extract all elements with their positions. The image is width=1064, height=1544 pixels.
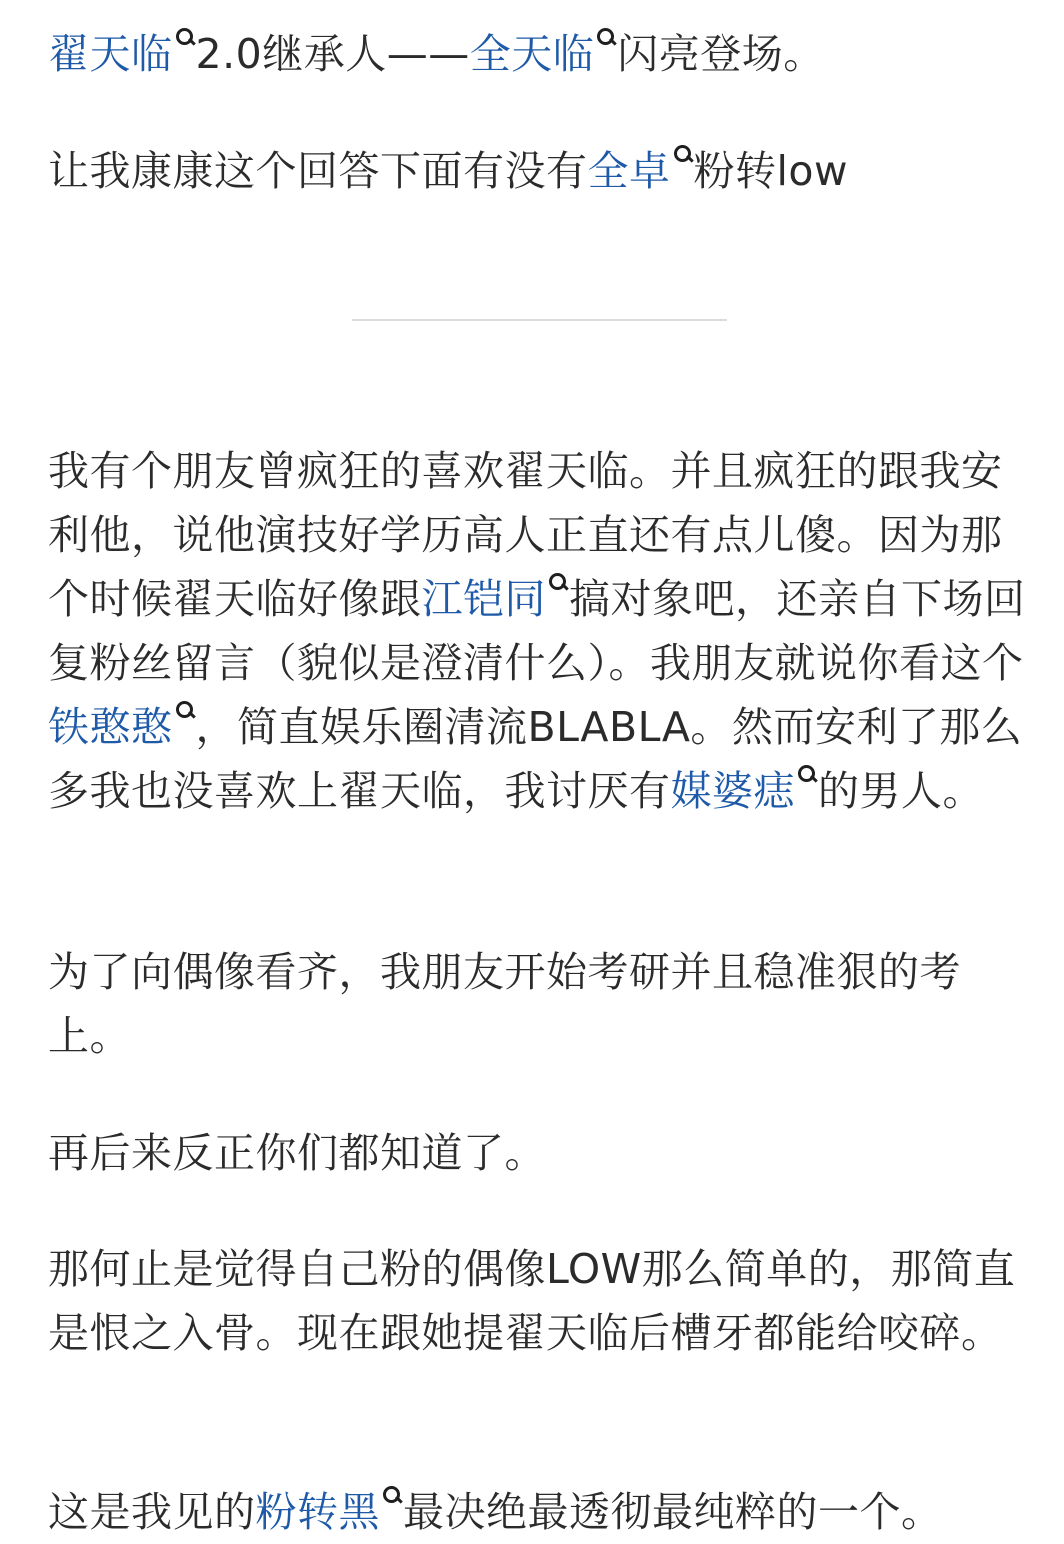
search-icon[interactable]	[381, 1484, 403, 1514]
keyword-link-zhaitianlin[interactable]: 翟天临	[48, 30, 173, 78]
paragraph-text: 那何止是觉得自己粉的偶像LOW那么简单的，那简直是恨之入骨。现在跟她提翟天临后槽牙都能给咬碎。	[48, 1245, 1016, 1357]
paragraph-text: 这是我见的	[48, 1488, 256, 1536]
search-icon[interactable]	[796, 763, 818, 793]
section-divider	[352, 319, 727, 321]
paragraph-5	[48, 1121, 1033, 1185]
paragraph-text: 搞对象吧，还亲自下场回复粉丝留言（貌似是澄清什么）。我朋友就说你看这个	[48, 575, 1026, 687]
paragraph-text: 让我康康这个回答下面有没有	[48, 147, 588, 195]
search-icon[interactable]	[672, 143, 694, 173]
paragraph-4	[48, 940, 1033, 1068]
paragraph-2	[48, 139, 1038, 203]
keyword-link-quantianlin[interactable]: 全天临	[469, 30, 595, 78]
paragraph-text: 2.0继承人——	[195, 30, 470, 78]
search-icon[interactable]	[174, 26, 196, 56]
paragraph-text: ，简直娱乐圈清流BLABLA。然而安利了那么多我也没喜欢上翟天临，我讨厌有	[48, 703, 1023, 815]
paragraph-text: 我有个朋友曾疯狂的喜欢翟天临。并且疯狂的跟我安利他，说他演技好学历高人正直还有点儿傻。因为那个时候翟天临好像跟	[48, 447, 1003, 623]
paragraph-text: 最决绝最透彻最纯粹的一个。	[403, 1488, 943, 1536]
paragraph-3	[48, 439, 1033, 823]
keyword-link-tiehanhan[interactable]: 铁憨憨	[48, 703, 173, 751]
paragraph-7	[48, 1480, 1038, 1544]
paragraph-text: 为了向偶像看齐，我朋友开始考研并且稳准狠的考上。	[48, 948, 961, 1060]
keyword-link-fenzhuanhei[interactable]: 粉转黑	[255, 1488, 380, 1536]
keyword-link-jiangkaitong[interactable]: 江铠同	[421, 575, 546, 623]
paragraph-1	[48, 22, 1038, 86]
paragraph-text: 的男人。	[818, 767, 984, 815]
search-icon[interactable]	[547, 571, 569, 601]
paragraph-text: 粉转low	[693, 147, 849, 195]
paragraph-text: 再后来反正你们都知道了。	[48, 1129, 546, 1177]
paragraph-6	[48, 1237, 1033, 1365]
search-icon[interactable]	[595, 26, 617, 56]
search-icon[interactable]	[174, 699, 196, 729]
paragraph-text: 闪亮登场。	[617, 30, 825, 78]
keyword-link-quanzhuo[interactable]: 全卓	[587, 147, 671, 195]
keyword-link-meipozhi[interactable]: 媒婆痣	[670, 767, 795, 815]
